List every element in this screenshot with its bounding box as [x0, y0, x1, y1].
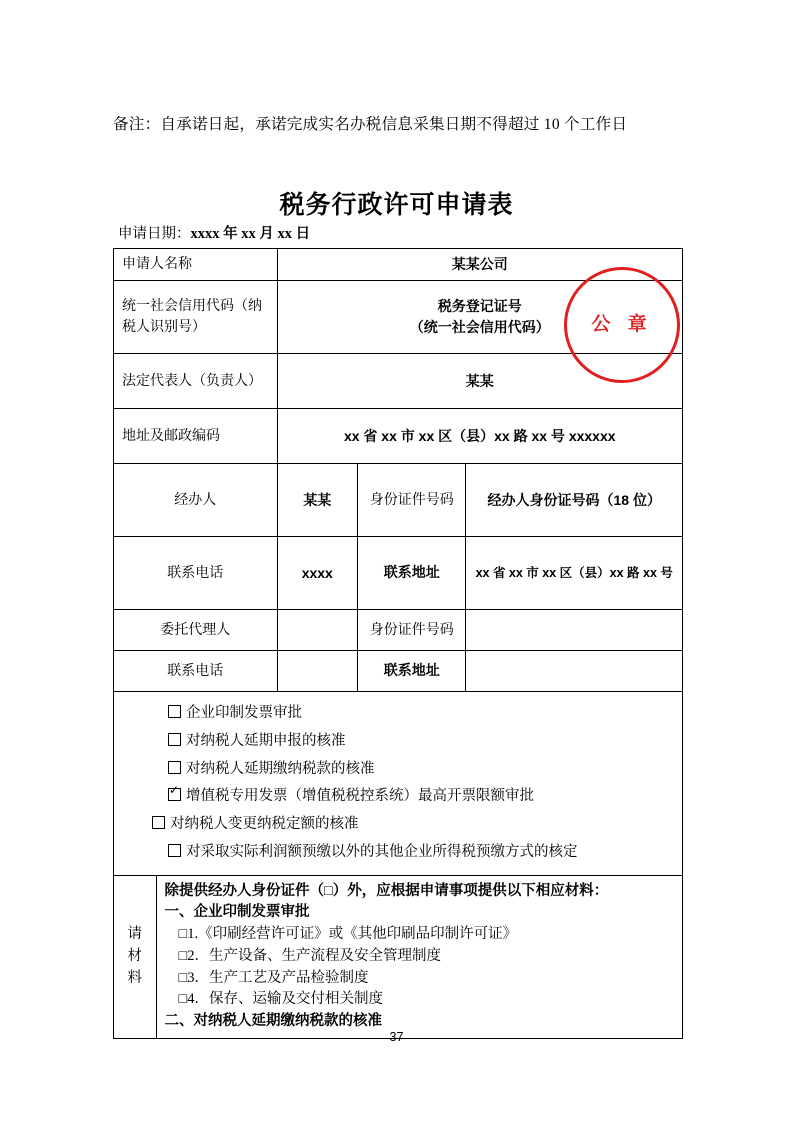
permit-item-label: 对纳税人延期缴纳税款的核准	[186, 760, 375, 777]
checkbox-icon[interactable]	[168, 761, 181, 774]
contact-addr-label: 联系地址	[358, 537, 466, 610]
legal-rep-label: 法定代表人（负责人）	[114, 354, 278, 409]
agent-id-value	[466, 610, 683, 651]
materials-list-item[interactable]: □2．生产设备、生产流程及安全管理制度	[178, 947, 442, 964]
phone-value: xxxx	[277, 537, 358, 610]
agent-label: 委托代理人	[114, 610, 278, 651]
legal-rep-value: 某某	[277, 354, 682, 409]
materials-section-2: 二、对纳税人延期缴纳税款的核准	[164, 1013, 383, 1029]
handler-id-label: 身份证件号码	[358, 464, 466, 537]
credit-code-line2: （统一社会信用代码）	[409, 319, 550, 335]
phone-label: 联系电话	[114, 537, 278, 610]
permit-item-label: 增值税专用发票（增值税税控系统）最高开票限额审批	[186, 788, 534, 805]
agent-blank-value	[277, 610, 358, 651]
permit-item-3[interactable]	[114, 783, 682, 811]
materials-section-1: 一、企业印制发票审批	[164, 904, 310, 921]
address-value: xx 省 xx 市 xx 区（县）xx 路 xx 号 xxxxxx	[277, 409, 682, 464]
handler-id-value: 经办人身份证号码（18 位）	[466, 464, 683, 537]
checkbox-icon[interactable]	[168, 844, 181, 857]
official-seal-stamp: 公 章	[564, 267, 680, 383]
table-row	[114, 409, 683, 464]
checkbox-icon[interactable]	[168, 733, 181, 746]
apply-date	[118, 222, 310, 243]
page-number: 37	[389, 1030, 404, 1044]
permit-item-2[interactable]	[114, 756, 682, 784]
table-row	[114, 651, 683, 692]
permit-item-4[interactable]	[114, 811, 682, 839]
checkbox-icon[interactable]	[152, 816, 165, 829]
table-row	[114, 249, 683, 281]
table-row-checklist	[114, 692, 683, 876]
applicant-name-value: 某某公司	[277, 249, 682, 281]
page-title: 税务行政许可申请表	[279, 191, 514, 219]
handler-label: 经办人	[114, 464, 278, 537]
agent-contact-addr-label: 联系地址	[358, 651, 466, 692]
table-row	[114, 464, 683, 537]
checkbox-icon[interactable]	[168, 705, 181, 718]
agent-phone-label: 联系电话	[114, 651, 278, 692]
permit-item-label: 企业印制发票审批	[186, 705, 302, 721]
table-row	[114, 281, 683, 354]
checklist-cell	[114, 692, 683, 876]
table-row	[114, 610, 683, 651]
permit-item-5[interactable]	[114, 839, 682, 867]
materials-cell	[156, 875, 682, 1038]
table-row	[114, 537, 683, 610]
permit-item-label: 对采取实际利润额预缴以外的其他企业所得税预缴方式的核定	[186, 843, 578, 860]
permit-item-label: 对纳税人变更纳税定额的核准	[170, 816, 359, 832]
apply-date-label: 申请日期：	[118, 226, 191, 242]
contact-addr-value: xx 省 xx 市 xx 区（县）xx 路 xx 号	[466, 537, 683, 610]
credit-code-value	[277, 281, 682, 354]
materials-intro: 除提供经办人身份证件（□）外，应根据申请事项提供以下相应材料：	[164, 882, 609, 899]
materials-list-item[interactable]: □3．生产工艺及产品检验制度	[178, 969, 369, 986]
handler-value: 某某	[277, 464, 358, 537]
permit-item-label: 对纳税人延期申报的核准	[186, 732, 346, 749]
credit-code-label: 统一社会信用代码（纳税人识别号）	[114, 281, 278, 354]
permit-item-list	[114, 692, 682, 875]
credit-code-line1: 税务登记证号	[437, 298, 522, 314]
permit-item-0[interactable]	[114, 700, 682, 728]
agent-id-label: 身份证件号码	[358, 610, 466, 651]
materials-list-item[interactable]: □4．保存、运输及交付相关制度	[178, 991, 384, 1008]
address-label: 地址及邮政编码	[114, 409, 278, 464]
apply-date-value: xxxx 年 xx 月 xx 日	[190, 226, 311, 242]
materials-vertical-label: 请材料	[114, 875, 157, 1038]
agent-phone-value	[277, 651, 358, 692]
permit-item-1[interactable]	[114, 728, 682, 756]
agent-contact-addr-value	[466, 651, 683, 692]
note-text: 备注：自承诺日起，承诺完成实名办税信息采集日期不得超过 10 个工作日	[113, 116, 628, 133]
application-table	[113, 248, 683, 1039]
table-row-materials	[114, 875, 683, 1038]
materials-list-item[interactable]: □1.《印刷经营许可证》或《其他印刷品印制许可证》	[178, 926, 518, 942]
table-row	[114, 354, 683, 409]
checkbox-checked-icon[interactable]	[168, 788, 181, 801]
applicant-name-label: 申请人名称	[114, 249, 278, 281]
